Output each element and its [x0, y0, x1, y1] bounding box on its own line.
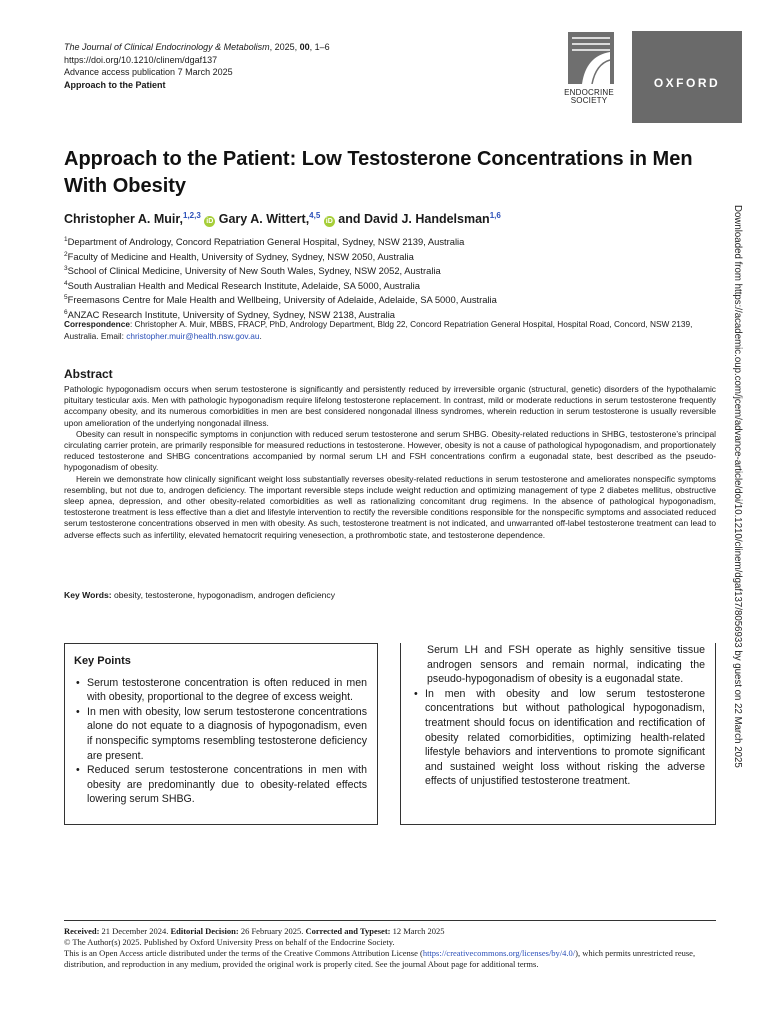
advance-access-date: Advance access publication 7 March 2025 — [64, 67, 233, 77]
oxford-logo: OXFORD — [632, 31, 742, 123]
license-notice: This is an Open Access article distributed under the terms of the Creative Commons Attribution License (https://creativecommons.org/licenses/by/4.0/), which permits unrestricted reuse, distribution, and reproduction in any medium, provided the original work is properly cited. See the journal About page for additional terms. — [64, 948, 696, 969]
author-affiliation-ref[interactable]: 1,6 — [489, 211, 501, 220]
key-points-box — [64, 643, 378, 825]
email-link[interactable]: christopher.muir@health.nsw.gov.au — [126, 331, 260, 342]
affiliation-list — [64, 234, 497, 321]
endocrine-society-mark-icon — [568, 32, 614, 84]
abstract-heading: Abstract — [64, 367, 113, 381]
key-points-heading: Key Points — [74, 655, 131, 667]
author-name: Gary A. Wittert, — [215, 212, 310, 227]
article-title: Approach to the Patient: Low Testosterone Concentrations in Men With Obesity — [64, 148, 693, 197]
correspondence: Correspondence: Christopher A. Muir, MBBS, FRACP, PhD, Andrology Department, Bldg 22, Concord Repatriation General Hospital, Hospital Road, Concord, NSW 2139, Australia. Email: christopher.muir@health.nsw.gov.au. — [64, 319, 693, 342]
article-dates: Received: 21 December 2024. Editorial Decision: 26 February 2025. Corrected and Typeset: 12 March 2025 — [64, 926, 445, 936]
affiliation-item: $^1$Department of Andrology, Concord Repatriation General Hospital, Sydney, NSW 2139, Australia — [64, 236, 465, 248]
abstract-paragraph: Pathologic hypogonadism occurs when serum testosterone is significantly and persistently reduced by irreversible organic (structural, genetic) disorders of the hypothalamic pituitary testicular axis. Men with pathologic hypogonadism require lifelong testosterone replacement. In contrast, mild or moderate reductions in serum testosterone frequently accompany obesity, and its numerous comorbidities in men are best considered nongonadal illness syndromes, wherein reduction in serum testosterone is usually reversible upon amelioration of the underlying nongonadal illness. — [64, 384, 716, 428]
correspondence-label: Correspondence — [64, 319, 130, 329]
journal-name: The Journal of Clinical Endocrinology & Metabolism — [64, 42, 270, 52]
author-name: and David J. Handelsman — [334, 212, 490, 227]
journal-header: The Journal of Clinical Endocrinology & Metabolism, 2025, 00, 1–6 https://doi.org/10.1210/clinem/dgaf137 Advance access publication 7 March 2025 Approach to the Patient — [64, 42, 330, 90]
affiliation-item: $^2$Faculty of Medicine and Health, University of Sydney, Sydney, NSW 2050, Australia — [64, 250, 414, 262]
keywords: Key Words: obesity, testosterone, hypogonadism, androgen deficiency — [64, 590, 336, 600]
affiliation-item: $^6$ANZAC Research Institute, University of Sydney, Sydney, NSW 2138, Australia — [64, 308, 396, 320]
key-points-list — [74, 676, 367, 807]
key-point-item: • In men with obesity, low serum testosterone concentrations alone do not equate to a diagnosis of hypogonadism, even if nonspecific symptoms resembling testosterone deficiency are present. — [74, 705, 367, 763]
abstract-paragraph: Obesity can result in nonspecific symptoms in conjunction with reduced serum testosterone and serum SHBG. Obesity-related reductions in SHBG, testosterone’s principal circulating carrier protein, are primarily responsible for measured reductions in testosterone. However, obesity is not a cause of pathological hypogonadism, and proportionately reduced testosterone and SHBG concentrations accompanied by normal serum LH and FSH concentrations confirm a eugonadal state, best described as the pseudo-hypogonadism of obesity. — [64, 428, 716, 473]
endocrine-society-logo — [560, 32, 618, 105]
endocrine-society-text-2: SOCIETY — [570, 96, 608, 105]
key-point-item: • Serum testosterone concentration is often reduced in men with obesity, proportional to the degree of excess weight. — [74, 676, 367, 705]
download-note: Downloaded from https://academic.oup.com/jcem/advance-article/doi/10.1210/clinem/dgaf137/8056933 by guest on 22 March 2025 — [732, 205, 743, 768]
copyright-notice: © The Author(s) 2025. Published by Oxford University Press on behalf of the Endocrine Society. — [64, 937, 395, 947]
affiliation-item: $^3$School of Clinical Medicine, University of New South Wales, Sydney, NSW 2052, Australia — [64, 265, 441, 277]
key-points-list — [412, 687, 705, 789]
affiliation-item: $^5$Freemasons Centre for Male Health and Wellbeing, University of Adelaide, Adelaide, SA 5000, Australia — [64, 294, 497, 306]
author-name: Christopher A. Muir, — [64, 212, 183, 227]
orcid-icon[interactable]: iD — [206, 218, 214, 226]
license-link[interactable]: https://creativecommons.org/licenses/by/4.0/ — [422, 948, 576, 958]
abstract-body — [64, 384, 716, 541]
key-point-item: • In men with obesity and low serum testosterone concentrations but without pathological hypogonadism, treatment should focus on identification and rectification of obesity related comorbidities, optimizing health-related lifestyle behaviors and interventions to promote significant and sustained weight loss without risking the adverse effects of unjustified testosterone treatment. — [412, 687, 705, 789]
orcid-icon[interactable]: iD — [325, 218, 333, 226]
key-point-continuation: Serum LH and FSH operate as highly sensitive tissue androgen sensors and remain normal, indicating the pseudo-hypogonadism of obesity is a eugonadal state. — [427, 644, 705, 686]
affiliation-item: $^4$South Australian Health and Medical Research Institute, Adelaide, SA 5000, Australia — [64, 279, 420, 291]
keywords-label: Key Words: — [64, 590, 112, 600]
footer-divider — [64, 920, 716, 921]
endocrine-society-text: ENDOCRINE — [564, 88, 614, 97]
doi-link[interactable]: https://doi.org/10.1210/clinem/dgaf137 — [64, 54, 218, 65]
article-section: Approach to the Patient — [64, 79, 166, 90]
author-affiliation-ref[interactable]: 1,2,3 — [183, 211, 201, 220]
author-affiliation-ref[interactable]: 4,5 — [309, 211, 321, 220]
abstract-paragraph: Herein we demonstrate how clinically significant weight loss substantially reverses obesity-related reductions in serum testosterone and ameliorates nonspecific symptoms resembling, but not due to, androgen deficiency. The important reversible steps include weight reduction and optimizing management of type 2 diabetes mellitus, obstructive sleep apnea, depression, and other obesity-related comorbidities as well as rationalizing concomitant drug regimens. In the absence of pathological hypogonadism, testosterone treatment is less effective than a diet and lifestyle intervention to rectify the reversible conditions responsible for the nonspecific symptoms and associated reduced serum testosterone concentrations observed in men with obesity. As such, testosterone treatment is not indicated, and unwarranted off-label testosterone treatment can lead to adverse effects such as infertility, elevated hematocrit requiring venesection, a prothrombotic state, and testosterone dependence. — [64, 473, 716, 540]
key-points-box-continued — [400, 643, 716, 825]
article-footer — [64, 926, 716, 970]
author-list — [64, 207, 724, 228]
key-point-item: • Reduced serum testosterone concentrations in men with obesity are predominantly due to obesity-related effects lowering serum SHBG. — [74, 763, 367, 807]
